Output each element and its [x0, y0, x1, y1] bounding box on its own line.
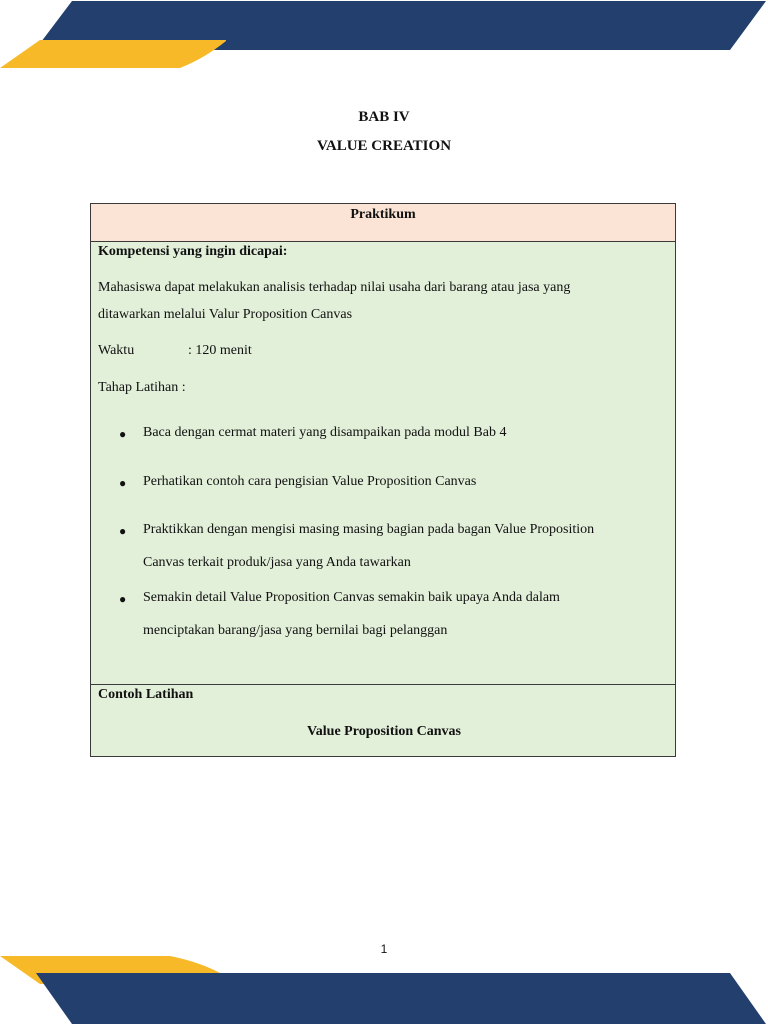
- step-4-line-2: menciptakan barang/jasa yang bernilai bagi pelanggan: [143, 623, 448, 638]
- page-number: 1: [380, 942, 388, 956]
- chapter-number: BAB IV: [358, 109, 410, 125]
- top-banner-decoration: [0, 0, 768, 80]
- practicum-heading: Praktikum: [91, 204, 675, 242]
- steps-label: Tahap Latihan :: [98, 380, 186, 395]
- bottom-navy-band: [36, 973, 766, 1024]
- bullet-icon: ●: [119, 476, 127, 490]
- step-4-line-1: Semakin detail Value Proposition Canvas semakin baik upaya Anda dalam: [143, 590, 560, 605]
- time-label: Waktu: [98, 343, 135, 358]
- bullet-icon: ●: [119, 592, 127, 606]
- practicum-content-cell: [91, 242, 675, 685]
- bottom-banner-decoration: [0, 950, 768, 1024]
- competency-label: Kompetensi yang ingin dicapai:: [98, 244, 288, 259]
- example-title: Value Proposition Canvas: [306, 724, 462, 739]
- time-value: : 120 menit: [188, 343, 252, 358]
- step-3-line-2: Canvas terkait produk/jasa yang Anda tawarkan: [143, 555, 411, 570]
- description-line-2: ditawarkan melalui Valur Proposition Canvas: [98, 307, 353, 322]
- example-label: Contoh Latihan: [98, 687, 194, 702]
- step-3-line-1: Praktikkan dengan mengisi masing masing bagian pada bagan Value Proposition: [143, 522, 595, 537]
- practicum-table: [90, 203, 676, 757]
- description-line-1: Mahasiswa dapat melakukan analisis terhadap nilai usaha dari barang atau jasa yang: [98, 280, 571, 295]
- step-2-line-1: Perhatikan contoh cara pengisian Value Proposition Canvas: [143, 474, 477, 489]
- bullet-icon: ●: [119, 427, 127, 441]
- top-gold-band: [0, 40, 226, 68]
- example-cell: [91, 685, 675, 756]
- chapter-title: VALUE CREATION: [316, 138, 452, 154]
- step-1-line-1: Baca dengan cermat materi yang disampaikan pada modul Bab 4: [143, 425, 507, 440]
- bullet-icon: ●: [119, 524, 127, 538]
